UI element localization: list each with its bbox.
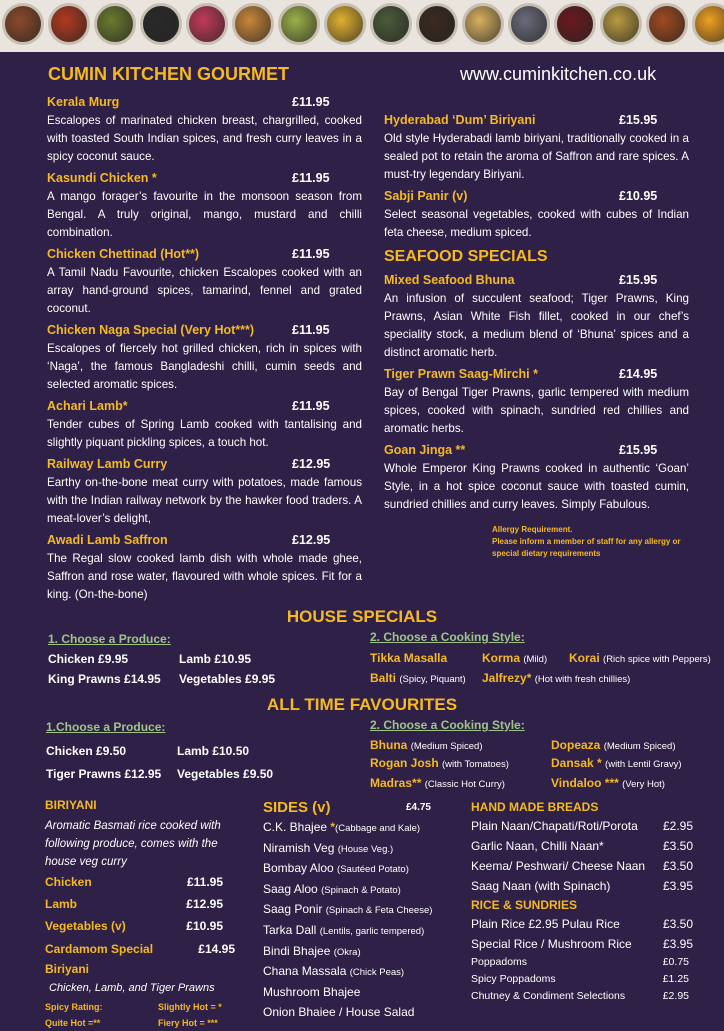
item-description: An infusion of succulent seafood; Tiger Prawns, King Prawns, Asian White Fish fillet, cooked in our chef’s speciality stock, a medium blend of ‘Bhuna’ spices and a distinct aromatic herb. bbox=[384, 292, 689, 359]
menu-item bbox=[47, 530, 362, 604]
allergy-text: Please inform a member of staff for any allergy or special dietary requirements bbox=[492, 537, 681, 558]
spicy-rating: Spicy Rating: bbox=[45, 1002, 103, 1012]
item-name: Mixed Seafood Bhuna bbox=[384, 273, 515, 287]
item-price: £3.50 bbox=[662, 839, 693, 853]
side-desc: (Cabbage and Kale) bbox=[335, 823, 421, 834]
spice-bowls-banner bbox=[0, 0, 724, 52]
item-header bbox=[47, 168, 362, 188]
item-header bbox=[384, 440, 689, 460]
cooking-style bbox=[569, 651, 711, 665]
style-desc: (Hot with fresh chillies) bbox=[534, 674, 631, 685]
item-price: £12.95 bbox=[292, 457, 331, 471]
style-name: Rogan Josh bbox=[370, 756, 439, 770]
item-price: £11.95 bbox=[292, 399, 330, 413]
item-description: Tender cubes of Spring Lamb cooked with tantalising and slightly piquant pickling spices, a touch hot. bbox=[47, 418, 362, 449]
item-name: Awadi Lamb Saffron bbox=[47, 533, 168, 547]
spicy-rating: Slightly Hot = * bbox=[158, 1002, 222, 1012]
house-step2: 2. Choose a Cooking Style: bbox=[370, 630, 525, 644]
produce: Lamb £10.50 bbox=[177, 744, 250, 758]
cooking-style bbox=[370, 671, 466, 685]
special-desc: Chicken, Lamb, and Tiger Prawns bbox=[49, 982, 215, 994]
item-description: Whole Emperor King Prawns cooked in authentic ‘Goan’ Style, in a hot spice coconut sauce with toasted cumin, sundried chillies and curry leaves. Simply Fabulous. bbox=[384, 462, 689, 511]
biriyani-item bbox=[45, 893, 223, 915]
style-name: Madras** bbox=[370, 776, 422, 790]
sides-section bbox=[263, 798, 453, 1024]
item-price: £10.95 bbox=[186, 919, 223, 933]
side-desc: (Spinach & Potato) bbox=[321, 884, 401, 896]
item-name: Lamb bbox=[45, 897, 78, 911]
menu-item bbox=[47, 396, 362, 452]
item-name: Chicken Naga Special (Very Hot***) bbox=[47, 323, 255, 337]
item-price: £11.95 bbox=[186, 875, 223, 889]
biriyani-section bbox=[45, 796, 235, 1031]
side-desc: (House Veg.) bbox=[337, 843, 394, 855]
side-name: Onion Bhaiee / House Salad bbox=[263, 1005, 415, 1020]
spice-bowl-icon bbox=[370, 3, 412, 45]
spice-star: * bbox=[330, 820, 336, 834]
style-desc: (Spicy, Piquant) bbox=[399, 674, 466, 685]
style-desc: (Medium Spiced) bbox=[410, 741, 483, 752]
price-row bbox=[471, 971, 693, 988]
side-item bbox=[263, 921, 453, 942]
item-price: £0.75 bbox=[662, 956, 689, 968]
item-price: £15.95 bbox=[619, 273, 658, 287]
cooking-style bbox=[370, 738, 483, 752]
spice-bowl-icon bbox=[646, 3, 688, 45]
item-name: Spicy Poppadoms bbox=[471, 973, 556, 985]
item-name: Kasundi Chicken * bbox=[47, 171, 157, 185]
side-item bbox=[263, 859, 453, 880]
item-description: Earthy on-the-bone meat curry with potatoes, made famous with the Indian railway network by the hawker food traders. A meat-lover’s delight, bbox=[47, 476, 362, 525]
cooking-style bbox=[370, 651, 447, 665]
style-name: Vindaloo *** bbox=[551, 776, 619, 790]
sides-price: £4.75 bbox=[405, 802, 431, 813]
spice-bowl-icon bbox=[186, 3, 228, 45]
spice-bowl-icon bbox=[94, 3, 136, 45]
style-desc: (with Lentil Gravy) bbox=[605, 759, 682, 770]
biriyani-item bbox=[45, 871, 223, 893]
cooking-style bbox=[551, 776, 665, 790]
item-name: Garlic Naan, Chilli Naan* bbox=[471, 839, 604, 853]
item-description: Escalopes of marinated chicken breast, chargrilled, cooked with toasted South Indian spices, and fresh curry leaves in a spicy coconut sauce. bbox=[47, 114, 362, 163]
menu-item bbox=[384, 364, 689, 438]
side-item bbox=[263, 1003, 453, 1024]
menu-item bbox=[384, 186, 689, 242]
menu-item bbox=[47, 320, 362, 394]
biriyani-item bbox=[45, 915, 223, 937]
style-name: Tikka Masalla bbox=[370, 651, 448, 665]
price-row bbox=[471, 954, 693, 971]
produce: Chicken £9.50 bbox=[46, 744, 127, 758]
cooking-style bbox=[482, 671, 630, 685]
item-name: Chicken bbox=[45, 875, 92, 889]
item-header bbox=[384, 110, 689, 130]
style-desc: (Rich spice with Peppers) bbox=[603, 654, 711, 665]
price-row bbox=[471, 876, 693, 896]
item-header bbox=[384, 270, 689, 290]
spice-bowl-icon bbox=[462, 3, 504, 45]
fav-step1: 1.Choose a Produce: bbox=[46, 720, 166, 734]
price-row bbox=[471, 914, 693, 934]
item-price: £1.25 bbox=[662, 973, 689, 985]
seafood-heading: SEAFOOD SPECIALS bbox=[384, 248, 548, 265]
fav-step2: 2. Choose a Cooking Style: bbox=[370, 718, 525, 732]
item-name: Goan Jinga ** bbox=[384, 443, 466, 457]
item-price: £14.95 bbox=[619, 367, 658, 381]
spice-bowl-icon bbox=[692, 3, 724, 45]
style-name: Dopeaza bbox=[551, 738, 601, 752]
produce: Vegetables £9.50 bbox=[177, 767, 274, 781]
item-name: Vegetables (v) bbox=[45, 919, 126, 933]
side-item bbox=[263, 880, 453, 901]
item-header bbox=[47, 92, 362, 112]
restaurant-title: CUMIN KITCHEN GOURMET bbox=[48, 64, 289, 84]
side-desc: (Lentils, garlic tempered) bbox=[319, 925, 425, 937]
item-name: Keema/ Peshwari/ Cheese Naan bbox=[471, 859, 646, 873]
spice-bowl-icon bbox=[324, 3, 366, 45]
side-name: C.K. Bhajee bbox=[263, 820, 331, 834]
spice-bowl-icon bbox=[48, 3, 90, 45]
item-price: £3.50 bbox=[662, 917, 693, 931]
side-name: Saag Aloo bbox=[263, 881, 322, 896]
right-menu-column bbox=[384, 110, 689, 560]
item-description: A mango forager’s favourite in the monsoon season from Bengal. A truly original, mango, mustard and chilli combination. bbox=[47, 190, 362, 239]
style-name: Balti bbox=[370, 671, 397, 685]
spice-bowl-icon bbox=[554, 3, 596, 45]
item-description: Select seasonal vegetables, cooked with cubes of Indian feta cheese, medium spiced. bbox=[384, 208, 689, 239]
item-price: £3.95 bbox=[662, 937, 693, 951]
produce: Lamb £10.95 bbox=[179, 652, 252, 666]
produce: King Prawns £14.95 bbox=[48, 672, 161, 686]
cooking-style bbox=[370, 756, 509, 770]
item-description: Bay of Bengal Tiger Prawns, garlic tempered with medium spices, cooked with spinach, sundried red chillies and aromatic herbs. bbox=[384, 386, 689, 435]
biriyani-desc: Aromatic Basmati rice cooked with following produce, comes with the house veg curry bbox=[45, 820, 221, 868]
menu-item bbox=[47, 168, 362, 242]
style-name: Jalfrezy* bbox=[482, 671, 532, 685]
house-step1: 1. Choose a Produce: bbox=[48, 632, 171, 646]
spice-bowl-icon bbox=[2, 3, 44, 45]
style-desc: (Mild) bbox=[523, 654, 548, 665]
item-price: £2.95 bbox=[662, 990, 689, 1002]
price: £14.95 bbox=[198, 942, 235, 956]
style-desc: (with Tomatoes) bbox=[442, 759, 509, 770]
biriyani-heading: BIRIYANI bbox=[45, 798, 97, 812]
item-header bbox=[47, 530, 362, 550]
style-desc: (Classic Hot Curry) bbox=[424, 779, 505, 790]
breads-heading: HAND MADE BREADS bbox=[471, 800, 599, 814]
style-desc: (Medium Spiced) bbox=[603, 741, 676, 752]
item-description: A Tamil Nadu Favourite, chicken Escalopes cooked with an array hand-ground spices, tamarind, fennel and grated coconut. bbox=[47, 266, 362, 315]
item-header bbox=[384, 186, 689, 206]
side-item bbox=[263, 839, 453, 860]
item-price: £11.95 bbox=[292, 95, 330, 109]
item-name: Chutney & Condiment Selections bbox=[471, 990, 626, 1002]
rice-heading: RICE & SUNDRIES bbox=[471, 898, 578, 912]
item-price: £12.95 bbox=[292, 533, 331, 547]
menu-item bbox=[47, 92, 362, 166]
item-name: Kerala Murg bbox=[47, 95, 120, 109]
side-name: Mushroom Bhajee bbox=[263, 984, 361, 999]
side-name: Bombay Aloo bbox=[263, 861, 338, 876]
item-name: Railway Lamb Curry bbox=[47, 457, 168, 471]
item-price: £11.95 bbox=[292, 323, 330, 337]
item-name: Poppadoms bbox=[471, 956, 528, 968]
menu-item bbox=[384, 270, 689, 362]
style-name: Dansak * bbox=[551, 756, 602, 770]
allergy-notice bbox=[492, 524, 689, 560]
style-desc: (Very Hot) bbox=[622, 779, 665, 790]
spicy-rating: Fiery Hot = *** bbox=[158, 1018, 218, 1028]
sides-heading: SIDES (v) bbox=[263, 799, 331, 816]
style-name: Bhuna bbox=[370, 738, 408, 752]
side-item bbox=[263, 818, 453, 839]
spice-bowl-icon bbox=[416, 3, 458, 45]
price-row bbox=[471, 816, 693, 836]
menu-item bbox=[384, 440, 689, 514]
item-price: £11.95 bbox=[292, 171, 330, 185]
cooking-style bbox=[482, 651, 547, 665]
spice-bowl-icon bbox=[232, 3, 274, 45]
style-name: Korma bbox=[482, 651, 521, 665]
item-name: Special Rice / Mushroom Rice bbox=[471, 937, 632, 951]
menu-item bbox=[384, 110, 689, 184]
item-price: £3.50 bbox=[662, 859, 693, 873]
side-desc: (Okra) bbox=[333, 946, 361, 958]
produce: Chicken £9.95 bbox=[48, 652, 129, 666]
spice-bowl-icon bbox=[508, 3, 550, 45]
side-desc: (Sautéed Potato) bbox=[337, 864, 409, 876]
item-name: Achari Lamb* bbox=[47, 399, 128, 413]
side-name: Saag Ponir bbox=[263, 902, 326, 917]
side-name: Niramish Veg bbox=[263, 840, 338, 855]
special-biriyani: Cardamom Special Biriyani bbox=[45, 942, 154, 976]
item-description: Old style Hyderabadi lamb biriyani, traditionally cooked in a sealed pot to retain the aroma of Saffron and rare spices. A must-try legendary Biriyani. bbox=[384, 132, 689, 181]
spice-bowl-icon bbox=[278, 3, 320, 45]
side-name: Tarka Dall bbox=[263, 922, 320, 937]
item-name: Chicken Chettinad (Hot**) bbox=[47, 247, 200, 261]
website-url[interactable]: www.cuminkitchen.co.uk bbox=[460, 64, 657, 84]
spice-bowl-icon bbox=[600, 3, 642, 45]
price-row bbox=[471, 934, 693, 954]
item-price: £15.95 bbox=[619, 113, 658, 127]
produce: Tiger Prawns £12.95 bbox=[46, 767, 162, 781]
item-name: Sabji Panir (v) bbox=[384, 189, 468, 203]
cooking-style bbox=[551, 756, 682, 770]
item-name: Saag Naan (with Spinach) bbox=[471, 879, 611, 893]
item-name: Hyderabad ‘Dum’ Biriyani bbox=[384, 113, 536, 127]
spicy-rating: Quite Hot =** bbox=[45, 1018, 101, 1028]
side-item bbox=[263, 983, 453, 1004]
side-desc: (Chick Peas) bbox=[349, 967, 405, 979]
side-name: Chana Massala bbox=[263, 964, 350, 979]
style-name: Korai bbox=[569, 651, 600, 665]
item-price: £3.95 bbox=[662, 879, 693, 893]
item-header bbox=[384, 364, 689, 384]
item-price: £11.95 bbox=[292, 247, 330, 261]
side-name: Bindi Bhajee bbox=[263, 943, 334, 958]
side-desc: (Spinach & Feta Cheese) bbox=[325, 905, 433, 917]
breads-section bbox=[471, 798, 693, 1005]
item-price: £10.95 bbox=[619, 189, 658, 203]
item-price: £15.95 bbox=[619, 443, 658, 457]
spice-bowl-icon bbox=[140, 3, 182, 45]
item-header bbox=[47, 320, 362, 340]
item-description: The Regal slow cooked lamb dish with whole made ghee, Saffron and rose water, flavoured with whole spices. Fit for a king. (On-the-bone) bbox=[47, 552, 362, 601]
item-header bbox=[47, 454, 362, 474]
price-row bbox=[471, 836, 693, 856]
price-row bbox=[471, 856, 693, 876]
left-menu-column bbox=[47, 92, 362, 606]
favourites-heading: ALL TIME FAVOURITES bbox=[266, 695, 458, 714]
cooking-style bbox=[551, 738, 676, 752]
side-item bbox=[263, 942, 453, 963]
item-name: Plain Naan/Chapati/Roti/Porota bbox=[471, 819, 638, 833]
price-row bbox=[471, 988, 693, 1005]
side-item bbox=[263, 962, 453, 983]
item-header bbox=[47, 396, 362, 416]
cooking-style bbox=[370, 776, 505, 790]
item-price: £2.95 bbox=[662, 819, 693, 833]
item-header bbox=[47, 244, 362, 264]
produce: Vegetables £9.95 bbox=[179, 672, 276, 686]
allergy-title: Allergy Requirement. bbox=[492, 525, 573, 534]
house-specials-heading: HOUSE SPECIALS bbox=[286, 607, 438, 626]
item-price: £12.95 bbox=[186, 897, 223, 911]
side-item bbox=[263, 900, 453, 921]
menu-item bbox=[47, 244, 362, 318]
item-name: Plain Rice £2.95 Pulau Rice bbox=[471, 917, 620, 931]
item-description: Escalopes of fiercely hot grilled chicken, rich in spices with ‘Naga’, the famous Bangladeshi chilli, cumin seeds and selected aromatic spices. bbox=[47, 342, 362, 391]
menu-item bbox=[47, 454, 362, 528]
item-name: Tiger Prawn Saag-Mirchi * bbox=[384, 367, 538, 381]
